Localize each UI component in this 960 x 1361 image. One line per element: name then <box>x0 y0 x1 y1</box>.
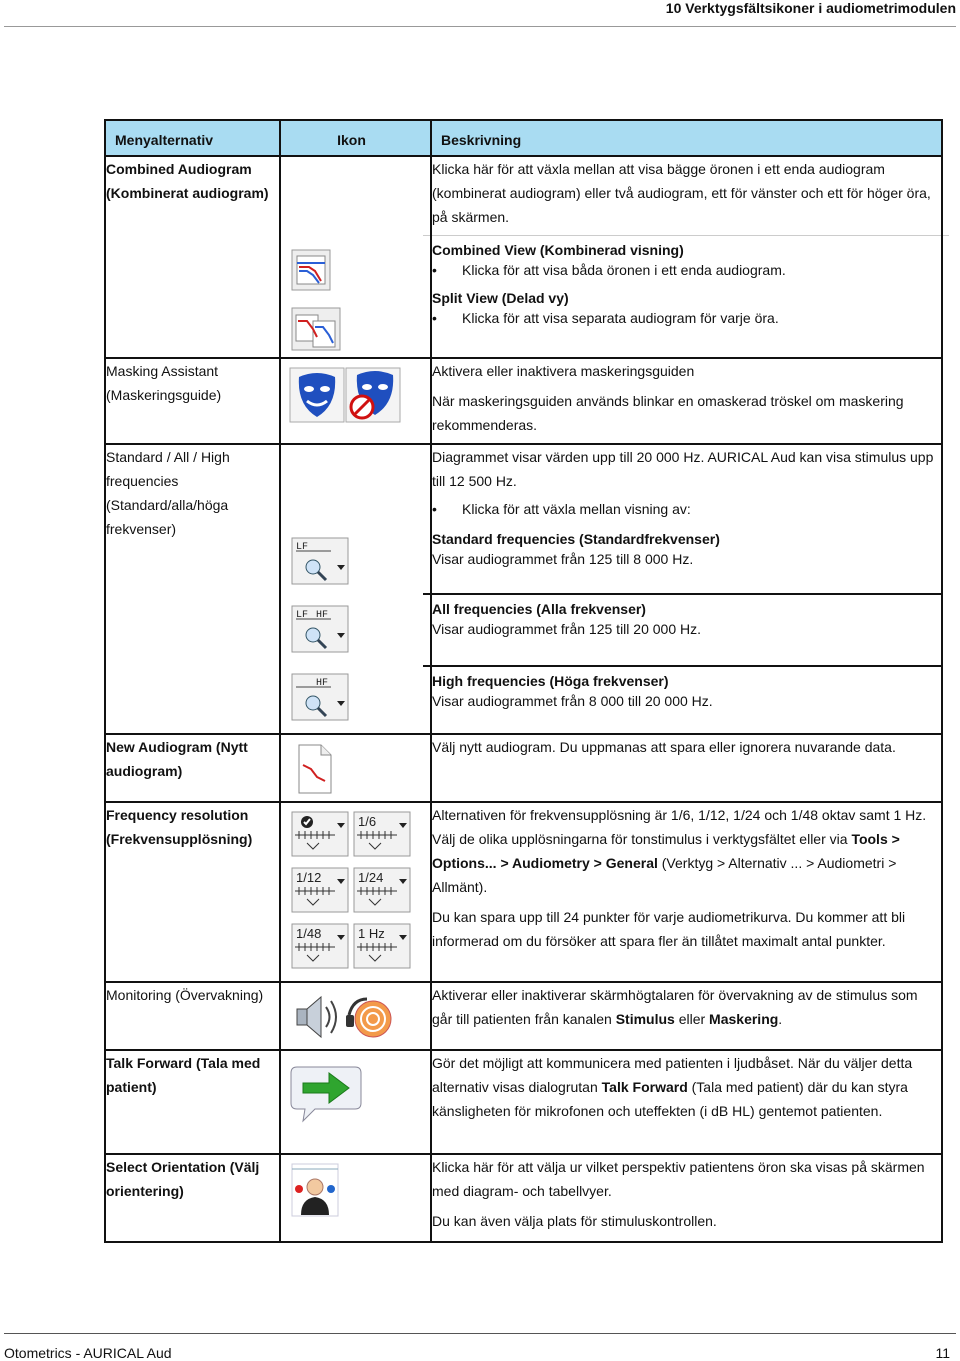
table-row <box>105 734 942 802</box>
menu-item-masking-assistant: Masking Assistant (Maskeringsguide) <box>106 363 222 403</box>
toolbar-icons-table <box>104 119 943 1243</box>
table-row <box>105 982 942 1050</box>
split-view-icon[interactable] <box>291 307 341 351</box>
standard-frequencies-icon[interactable] <box>291 537 349 585</box>
menu-item-frequencies: Standard / All / High frequencies (Standard/alla/höga frekvenser) <box>106 449 230 537</box>
page-number: 11 <box>935 1345 950 1361</box>
all-frequencies-title: All frequencies (Alla frekvenser) <box>432 601 646 617</box>
resolution-124-icon[interactable] <box>353 867 411 913</box>
table-row <box>105 1154 942 1242</box>
page-header-title: 10 Verktygsfältsikoner i audiometrimodulen <box>665 0 956 16</box>
split-view-title: Split View (Delad vy) <box>432 290 569 306</box>
resolution-1Hz-icon[interactable] <box>353 923 411 969</box>
standard-frequencies-desc: Visar audiogrammet från 125 till 8 000 Hz. <box>432 551 694 567</box>
hf-label: HF <box>316 610 329 621</box>
standard-frequencies-title: Standard frequencies (Standardfrekvenser) <box>432 531 720 547</box>
menu-item-combined-audiogram: Combined Audiogram (Kombinerat audiogram) <box>106 161 269 201</box>
masking-off-icon[interactable] <box>345 367 401 423</box>
all-frequencies-desc: Visar audiogrammet från 125 till 20 000 Hz. <box>432 621 701 637</box>
talk-forward-description: Gör det möjligt att kommunicera med patienten i ljudbåset. När du väljer detta alternativ visas dialogrutan Talk Forward (Tala med patient) där du kan styra känsligheten för mikrofonen och uteffekten (i dB HL) gentemot patienten. <box>432 1055 913 1119</box>
menu-item-talk-forward: Talk Forward (Tala med patient) <box>106 1055 261 1095</box>
header-divider <box>4 26 956 27</box>
resolution-112-icon[interactable] <box>291 867 349 913</box>
orientation-description-1: Klicka här för att välja ur vilket perspektiv patientens öron ska visas på skärmen med diagram- och tabellvyer. <box>432 1159 925 1199</box>
combined-view-bullet: • Klicka för att visa båda öronen i ett enda audiogram. <box>432 260 941 280</box>
col-header-icon: Ikon <box>337 132 366 148</box>
masking-description-2: När maskeringsguiden används blinkar en omaskerad tröskel om maskering rekommenderas. <box>432 393 904 433</box>
frequencies-bullet: • Klicka för att växla mellan visning av: <box>432 499 941 519</box>
resolution-check-icon[interactable] <box>291 811 349 857</box>
high-frequencies-title: High frequencies (Höga frekvenser) <box>432 673 669 689</box>
all-frequencies-icon[interactable] <box>291 605 349 653</box>
footer-product: Otometrics - AURICAL Aud <box>4 1345 172 1361</box>
table-row <box>105 444 942 734</box>
frequency-resolution-description-2: Du kan spara upp till 24 punkter för varje audiometrikurva. Du kommer att bli informerad om du försöker att spara fler än tillåtet maximalt antal punkter. <box>432 909 906 949</box>
monitor-headset-icon[interactable] <box>343 991 395 1043</box>
menu-item-monitoring: Monitoring (Övervakning) <box>106 987 264 1003</box>
frequencies-description: Diagrammet visar värden upp till 20 000 Hz. AURICAL Aud kan visa stimulus upp till 12 500 Hz. <box>432 449 934 489</box>
hf-label: HF <box>316 678 329 689</box>
resolution-16-icon[interactable] <box>353 811 411 857</box>
table-row <box>105 358 942 444</box>
combined-view-title: Combined View (Kombinerad visning) <box>432 242 684 258</box>
resolution-148-icon[interactable] <box>291 923 349 969</box>
monitoring-description: Aktiverar eller inaktiverar skärmhögtalaren för övervakning av de stimulus som går till patienten från kanalen Stimulus eller Maskering. <box>432 987 918 1027</box>
high-frequencies-icon[interactable] <box>291 673 349 721</box>
table-row <box>105 802 942 982</box>
col-header-description: Beskrivning <box>441 132 522 148</box>
menu-item-select-orientation: Select Orientation (Välj orientering) <box>106 1159 260 1199</box>
combined-description: Klicka här för att växla mellan att visa bägge öronen i ett enda audiogram (kombinerat audiogram) eller två audiogram, ett för vänster och ett för höger öra, på skärmen. <box>432 161 931 225</box>
menu-path: Tools > Options... > Audiometry > General <box>432 831 900 871</box>
orientation-icon[interactable] <box>291 1163 339 1217</box>
footer-divider <box>4 1333 956 1334</box>
table-row <box>105 156 942 358</box>
new-audiogram-description: Välj nytt audiogram. Du uppmanas att spara eller ignorera nuvarande data. <box>432 739 896 755</box>
lf-label: LF <box>296 542 309 553</box>
combined-view-icon[interactable] <box>291 249 331 291</box>
table-header-row <box>105 120 942 156</box>
col-header-menu: Menyalternativ <box>115 132 214 148</box>
lf-label: LF <box>296 610 309 621</box>
frequency-resolution-description: Alternativen för frekvensupplösning är 1/6, 1/12, 1/24 och 1/48 oktav samt 1 Hz. Välj de olika upplösningarna för tonstimulus i verktygsfältet eller via Tools > Options... > Audiometry > General (Verktyg > Alternativ ... > Audiometri > Allmänt). <box>432 807 927 895</box>
masking-on-icon[interactable] <box>289 367 345 423</box>
high-frequencies-desc: Visar audiogrammet från 8 000 till 20 000 Hz. <box>432 693 713 709</box>
talk-forward-icon[interactable] <box>289 1061 363 1125</box>
resolution-label: 1/24 <box>358 870 384 885</box>
resolution-label: 1/6 <box>358 814 377 829</box>
table-row <box>105 1050 942 1154</box>
orientation-description-2: Du kan även välja plats för stimuluskontrollen. <box>432 1213 717 1229</box>
resolution-label: 1/12 <box>296 870 322 885</box>
masking-description-1: Aktivera eller inaktivera maskeringsguiden <box>432 363 695 379</box>
menu-item-new-audiogram: New Audiogram (Nytt audiogram) <box>106 739 248 779</box>
resolution-label: 1 Hz <box>358 926 385 941</box>
new-audiogram-icon[interactable] <box>295 743 335 795</box>
split-view-bullet: • Klicka för att visa separata audiogram för varje öra. <box>432 308 941 328</box>
menu-item-frequency-resolution: Frequency resolution (Frekvensupplösning) <box>106 807 253 847</box>
speaker-icon[interactable] <box>291 991 341 1043</box>
resolution-label: 1/48 <box>296 926 322 941</box>
